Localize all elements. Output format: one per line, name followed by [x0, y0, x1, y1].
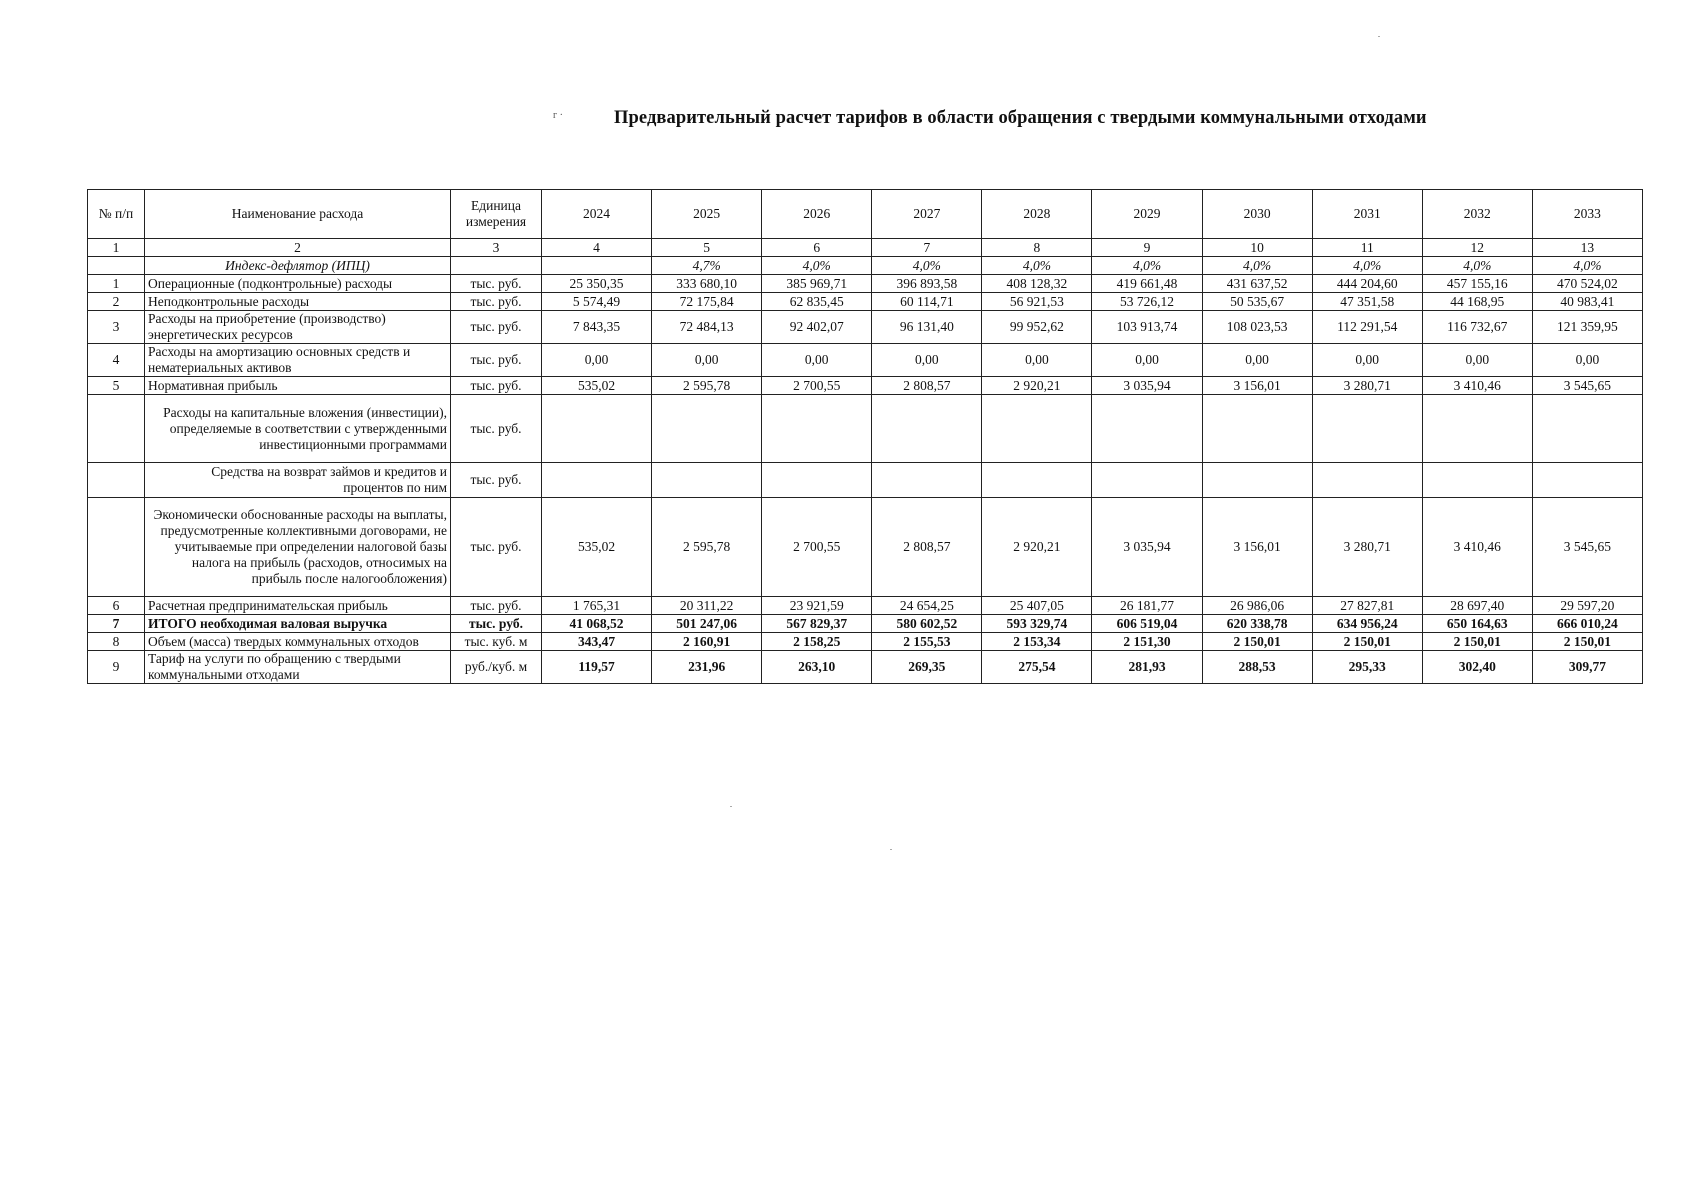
row-number-cell: 1 — [88, 275, 145, 293]
row-number-cell: 9 — [88, 651, 145, 684]
value-cell: 25 407,05 — [982, 597, 1092, 615]
value-cell: 50 535,67 — [1202, 293, 1312, 311]
value-cell: 333 680,10 — [652, 275, 762, 293]
row-number-cell: 3 — [88, 311, 145, 344]
column-number-cell: 1 — [88, 239, 145, 257]
value-cell — [1422, 463, 1532, 498]
value-cell: 419 661,48 — [1092, 275, 1202, 293]
summary-row — [88, 651, 1643, 684]
value-cell: 580 602,52 — [872, 615, 982, 633]
column-number-cell: 3 — [451, 239, 542, 257]
value-cell: 26 181,77 — [1092, 597, 1202, 615]
value-cell: 457 155,16 — [1422, 275, 1532, 293]
value-cell: 2 595,78 — [652, 498, 762, 597]
header-year-cell: 2029 — [1092, 190, 1202, 239]
index-value-cell: 4,0% — [982, 257, 1092, 275]
value-cell — [1532, 463, 1642, 498]
unit-cell: тыс. куб. м — [451, 633, 542, 651]
index-value-cell: 4,0% — [872, 257, 982, 275]
value-cell — [542, 463, 652, 498]
value-cell: 567 829,37 — [762, 615, 872, 633]
value-cell: 263,10 — [762, 651, 872, 684]
value-cell: 2 155,53 — [872, 633, 982, 651]
unit-cell: тыс. руб. — [451, 597, 542, 615]
value-cell: 470 524,02 — [1532, 275, 1642, 293]
column-number-cell: 8 — [982, 239, 1092, 257]
value-cell: 20 311,22 — [652, 597, 762, 615]
header-year-cell: 2033 — [1532, 190, 1642, 239]
column-number-cell: 7 — [872, 239, 982, 257]
value-cell — [1092, 463, 1202, 498]
value-cell — [1532, 395, 1642, 463]
empty-cell — [88, 257, 145, 275]
value-cell: 44 168,95 — [1422, 293, 1532, 311]
index-value-cell: 4,0% — [762, 257, 872, 275]
header-num-cell: № п/п — [88, 190, 145, 239]
value-cell: 112 291,54 — [1312, 311, 1422, 344]
value-cell: 3 035,94 — [1092, 377, 1202, 395]
value-cell — [982, 395, 1092, 463]
value-cell: 92 402,07 — [762, 311, 872, 344]
value-cell: 2 150,01 — [1312, 633, 1422, 651]
value-cell — [1202, 395, 1312, 463]
value-cell: 25 350,35 — [542, 275, 652, 293]
column-number-cell: 2 — [145, 239, 451, 257]
value-cell: 2 151,30 — [1092, 633, 1202, 651]
value-cell: 116 732,67 — [1422, 311, 1532, 344]
column-number-cell: 5 — [652, 239, 762, 257]
value-cell: 501 247,06 — [652, 615, 762, 633]
expense-name-cell: Средства на возврат займов и кредитов и процентов по ним — [145, 463, 451, 498]
expense-row — [88, 344, 1643, 377]
value-cell: 108 023,53 — [1202, 311, 1312, 344]
unit-cell: тыс. руб. — [451, 615, 542, 633]
empty-cell — [88, 498, 145, 597]
index-deflator-label: Индекс-дефлятор (ИПЦ) — [145, 257, 451, 275]
expense-name-cell: Расходы на амортизацию основных средств и нематериальных активов — [145, 344, 451, 377]
value-cell: 408 128,32 — [982, 275, 1092, 293]
value-cell: 0,00 — [1422, 344, 1532, 377]
value-cell: 62 835,45 — [762, 293, 872, 311]
header-year-cell: 2030 — [1202, 190, 1312, 239]
value-cell: 431 637,52 — [1202, 275, 1312, 293]
unit-cell: тыс. руб. — [451, 275, 542, 293]
value-cell — [1092, 395, 1202, 463]
expense-name-cell: Нормативная прибыль — [145, 377, 451, 395]
value-cell — [542, 395, 652, 463]
row-number-cell: 8 — [88, 633, 145, 651]
value-cell: 0,00 — [1532, 344, 1642, 377]
index-value-cell: 4,0% — [1422, 257, 1532, 275]
header-year-cell: 2032 — [1422, 190, 1532, 239]
value-cell: 5 574,49 — [542, 293, 652, 311]
header-name-cell: Наименование расхода — [145, 190, 451, 239]
value-cell — [982, 463, 1092, 498]
value-cell: 0,00 — [542, 344, 652, 377]
value-cell — [1202, 463, 1312, 498]
value-cell: 103 913,74 — [1092, 311, 1202, 344]
header-unit-cell: Единица измерения — [451, 190, 542, 239]
value-cell: 3 545,65 — [1532, 498, 1642, 597]
value-cell: 2 920,21 — [982, 498, 1092, 597]
header-year-cell: 2027 — [872, 190, 982, 239]
value-cell: 99 952,62 — [982, 311, 1092, 344]
value-cell: 309,77 — [1532, 651, 1642, 684]
value-cell — [652, 395, 762, 463]
column-number-cell: 4 — [542, 239, 652, 257]
scan-mark: г · — [553, 110, 563, 121]
value-cell — [872, 463, 982, 498]
unit-cell: тыс. руб. — [451, 395, 542, 463]
value-cell: 2 700,55 — [762, 498, 872, 597]
expense-name-cell: Экономически обоснованные расходы на выплаты, предусмотренные коллективными договорами, не учитываемые при определении налоговой базы налога на прибыль (расходов, относимых на прибыль после налогообложения) — [145, 498, 451, 597]
value-cell: 0,00 — [1312, 344, 1422, 377]
value-cell: 3 156,01 — [1202, 377, 1312, 395]
value-cell: 302,40 — [1422, 651, 1532, 684]
value-cell: 0,00 — [652, 344, 762, 377]
column-number-cell: 13 — [1532, 239, 1642, 257]
expense-row — [88, 275, 1643, 293]
column-number-cell: 11 — [1312, 239, 1422, 257]
value-cell: 288,53 — [1202, 651, 1312, 684]
value-cell — [1422, 395, 1532, 463]
value-cell: 2 153,34 — [982, 633, 1092, 651]
value-cell: 0,00 — [762, 344, 872, 377]
value-cell: 121 359,95 — [1532, 311, 1642, 344]
value-cell: 53 726,12 — [1092, 293, 1202, 311]
value-cell: 40 983,41 — [1532, 293, 1642, 311]
value-cell: 96 131,40 — [872, 311, 982, 344]
value-cell: 26 986,06 — [1202, 597, 1312, 615]
sub-expense-row — [88, 463, 1643, 498]
value-cell: 396 893,58 — [872, 275, 982, 293]
value-cell: 3 156,01 — [1202, 498, 1312, 597]
value-cell — [762, 395, 872, 463]
value-cell: 56 921,53 — [982, 293, 1092, 311]
value-cell: 3 035,94 — [1092, 498, 1202, 597]
header-year-cell: 2026 — [762, 190, 872, 239]
header-year-cell: 2024 — [542, 190, 652, 239]
value-cell: 60 114,71 — [872, 293, 982, 311]
index-value-cell: 4,0% — [1092, 257, 1202, 275]
value-cell: 275,54 — [982, 651, 1092, 684]
value-cell: 606 519,04 — [1092, 615, 1202, 633]
expense-name-cell: Неподконтрольные расходы — [145, 293, 451, 311]
value-cell: 0,00 — [872, 344, 982, 377]
column-number-cell: 9 — [1092, 239, 1202, 257]
value-cell: 385 969,71 — [762, 275, 872, 293]
unit-cell: тыс. руб. — [451, 293, 542, 311]
value-cell — [652, 463, 762, 498]
value-cell: 3 545,65 — [1532, 377, 1642, 395]
index-value-cell: 4,0% — [1532, 257, 1642, 275]
value-cell: 3 410,46 — [1422, 377, 1532, 395]
value-cell: 3 280,71 — [1312, 498, 1422, 597]
value-cell: 28 697,40 — [1422, 597, 1532, 615]
value-cell: 295,33 — [1312, 651, 1422, 684]
expense-row — [88, 311, 1643, 344]
scan-speck — [730, 806, 732, 807]
row-number-cell: 5 — [88, 377, 145, 395]
value-cell: 47 351,58 — [1312, 293, 1422, 311]
value-cell: 0,00 — [1202, 344, 1312, 377]
column-number-row — [88, 239, 1643, 257]
sub-expense-row — [88, 395, 1643, 463]
expense-name-cell: Расчетная предпринимательская прибыль — [145, 597, 451, 615]
unit-cell: тыс. руб. — [451, 311, 542, 344]
expense-name-cell: Расходы на приобретение (производство) энергетических ресурсов — [145, 311, 451, 344]
row-number-cell: 7 — [88, 615, 145, 633]
value-cell: 535,02 — [542, 377, 652, 395]
value-cell: 634 956,24 — [1312, 615, 1422, 633]
value-cell: 620 338,78 — [1202, 615, 1312, 633]
expense-name-cell: Объем (масса) твердых коммунальных отходов — [145, 633, 451, 651]
empty-cell — [451, 257, 542, 275]
value-cell: 41 068,52 — [542, 615, 652, 633]
empty-cell — [88, 395, 145, 463]
scan-speck — [1378, 36, 1380, 37]
header-year-cell: 2031 — [1312, 190, 1422, 239]
value-cell: 3 280,71 — [1312, 377, 1422, 395]
value-cell: 2 150,01 — [1422, 633, 1532, 651]
value-cell: 119,57 — [542, 651, 652, 684]
value-cell: 444 204,60 — [1312, 275, 1422, 293]
value-cell — [1312, 395, 1422, 463]
summary-row — [88, 615, 1643, 633]
value-cell: 23 921,59 — [762, 597, 872, 615]
value-cell: 535,02 — [542, 498, 652, 597]
unit-cell: тыс. руб. — [451, 463, 542, 498]
index-value-cell: 4,0% — [1202, 257, 1312, 275]
value-cell: 29 597,20 — [1532, 597, 1642, 615]
value-cell: 7 843,35 — [542, 311, 652, 344]
index-value-cell — [542, 257, 652, 275]
value-cell: 72 484,13 — [652, 311, 762, 344]
sub-expense-row — [88, 498, 1643, 597]
value-cell: 343,47 — [542, 633, 652, 651]
row-number-cell: 6 — [88, 597, 145, 615]
value-cell: 231,96 — [652, 651, 762, 684]
expense-name-cell: Тариф на услуги по обращению с твердыми коммунальными отходами — [145, 651, 451, 684]
value-cell: 2 920,21 — [982, 377, 1092, 395]
column-number-cell: 10 — [1202, 239, 1312, 257]
row-number-cell: 4 — [88, 344, 145, 377]
value-cell: 2 595,78 — [652, 377, 762, 395]
value-cell: 0,00 — [1092, 344, 1202, 377]
empty-cell — [88, 463, 145, 498]
header-year-cell: 2025 — [652, 190, 762, 239]
value-cell: 2 700,55 — [762, 377, 872, 395]
index-value-cell: 4,0% — [1312, 257, 1422, 275]
document-title: Предварительный расчет тарифов в области обращения с твердыми коммунальными отходами — [614, 108, 1427, 128]
value-cell: 2 150,01 — [1532, 633, 1642, 651]
expense-row — [88, 377, 1643, 395]
header-row — [88, 190, 1643, 239]
value-cell: 2 158,25 — [762, 633, 872, 651]
value-cell — [1312, 463, 1422, 498]
scan-speck — [890, 849, 892, 850]
expense-name-cell: Операционные (подконтрольные) расходы — [145, 275, 451, 293]
expense-name-cell: ИТОГО необходимая валовая выручка — [145, 615, 451, 633]
value-cell: 666 010,24 — [1532, 615, 1642, 633]
value-cell: 2 160,91 — [652, 633, 762, 651]
unit-cell: тыс. руб. — [451, 377, 542, 395]
summary-row — [88, 597, 1643, 615]
value-cell: 24 654,25 — [872, 597, 982, 615]
value-cell: 281,93 — [1092, 651, 1202, 684]
index-deflator-row — [88, 257, 1643, 275]
value-cell: 650 164,63 — [1422, 615, 1532, 633]
value-cell: 2 808,57 — [872, 498, 982, 597]
value-cell: 27 827,81 — [1312, 597, 1422, 615]
column-number-cell: 12 — [1422, 239, 1532, 257]
value-cell: 1 765,31 — [542, 597, 652, 615]
value-cell: 72 175,84 — [652, 293, 762, 311]
expense-row — [88, 293, 1643, 311]
value-cell: 2 150,01 — [1202, 633, 1312, 651]
row-number-cell: 2 — [88, 293, 145, 311]
index-value-cell: 4,7% — [652, 257, 762, 275]
value-cell: 269,35 — [872, 651, 982, 684]
value-cell: 3 410,46 — [1422, 498, 1532, 597]
value-cell — [872, 395, 982, 463]
unit-cell: тыс. руб. — [451, 498, 542, 597]
tariff-table — [87, 189, 1643, 684]
value-cell: 593 329,74 — [982, 615, 1092, 633]
unit-cell: руб./куб. м — [451, 651, 542, 684]
column-number-cell: 6 — [762, 239, 872, 257]
value-cell: 2 808,57 — [872, 377, 982, 395]
header-year-cell: 2028 — [982, 190, 1092, 239]
summary-row — [88, 633, 1643, 651]
value-cell: 0,00 — [982, 344, 1092, 377]
expense-name-cell: Расходы на капитальные вложения (инвестиции), определяемые в соответствии с утвержденными инвестиционными программами — [145, 395, 451, 463]
value-cell — [762, 463, 872, 498]
unit-cell: тыс. руб. — [451, 344, 542, 377]
